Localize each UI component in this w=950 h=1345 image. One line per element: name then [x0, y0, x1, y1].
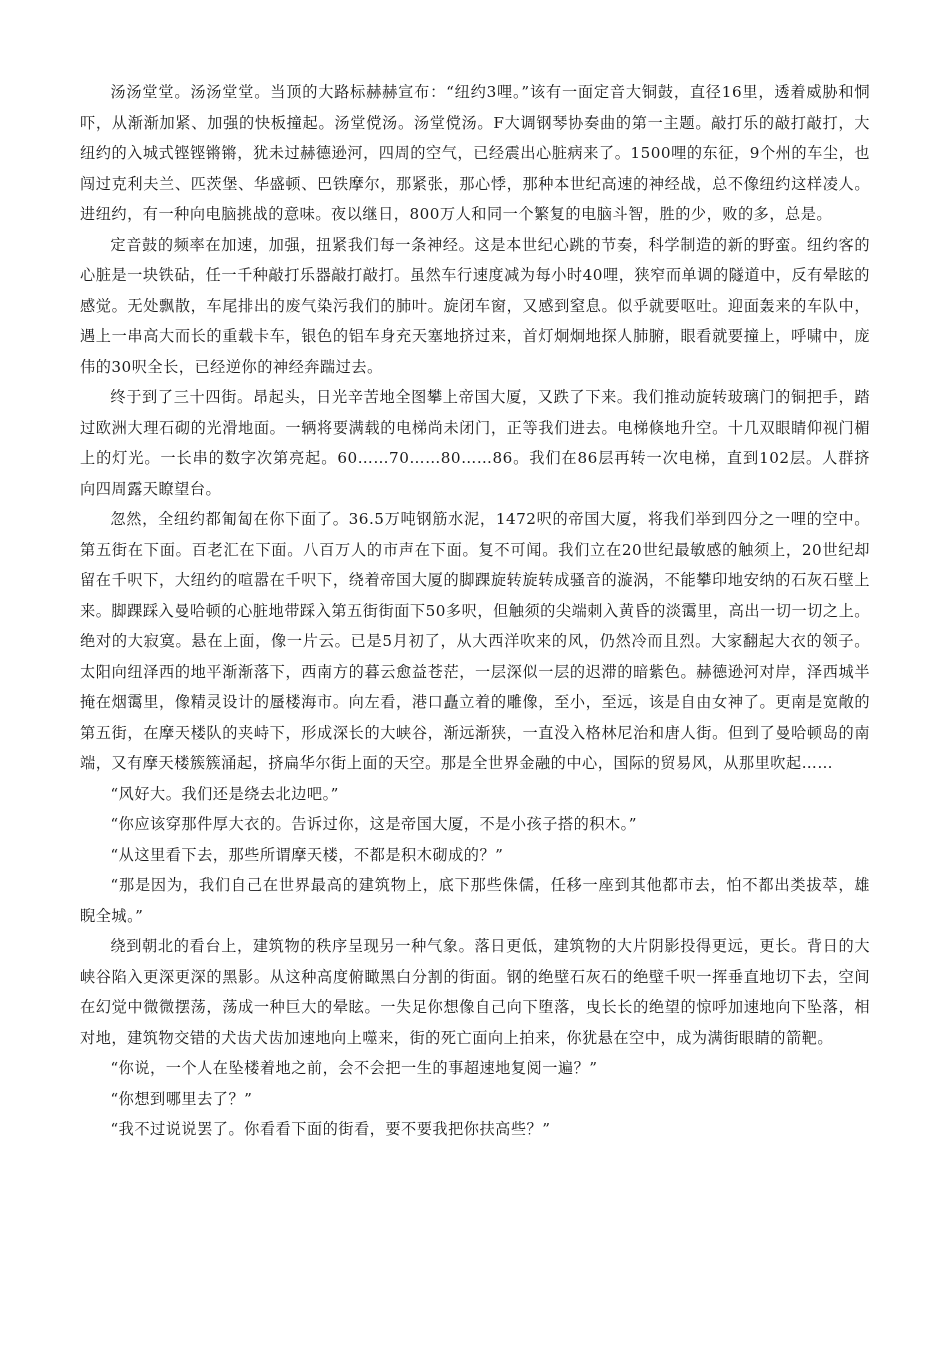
- paragraph-timpani-rhythm: 定音鼓的频率在加速，加强，扭紧我们每一条神经。这是本世纪心跳的节奏，科学制造的新的野蛮。纽约客的心脏是一块铁砧，任一千种敲打乐器敲打敲打。虽然车行速度减为每小时40哩，狭窄而单调的隧道中，反有晕眩的感觉。无处飘散，车尾排出的废气染污我们的肺叶。旋闭车窗，又感到窒息。似乎就要呕吐。迎面轰来的车队中，遇上一串高大而长的重载卡车，银色的铝车身充天塞地挤过来，首灯炯炯地探人肺腑，眼看就要撞上，呼啸中，庞伟的30呎全长，已经逆你的神经奔踹过去。: [80, 235, 870, 376]
- dialogue-line: “从这里看下去，那些所谓摩天楼，不都是积木砌成的？”: [110, 845, 504, 864]
- paragraph-north-deck: 绕到朝北的看台上，建筑物的秩序呈现另一种气象。落日更低，建筑物的大片阴影投得更远，更长。背日的大峡谷陷入更深更深的黑影。从这种高度俯瞰黑白分割的街面。钢的绝壁石灰石的绝壁千呎一挥垂直地切下去，空间在幻觉中微微摆荡，荡成一种巨大的晕眩。一失足你想像自己向下堕落，曳长长的绝望的惊呼加速地向下坠落，相对地，建筑物交错的犬齿犬齿加速地向上噬来，街的死亡面向上拍来，你犹悬在空中，成为满街眼睛的箭靶。: [80, 937, 870, 1047]
- dialogue-line: “那是因为，我们自己在世界最高的建筑物上，底下那些侏儒，任移一座到其他都市去，怕不都出类拔萃，雄睨全城。”: [80, 876, 870, 925]
- dialogue-line: “你应该穿那件厚大衣的。告诉过你，这是帝国大厦，不是小孩子搭的积木。”: [110, 815, 638, 833]
- dialogue-line: “你说，一个人在坠楼着地之前，会不会把一生的事超速地复阅一遍？”: [110, 1059, 598, 1077]
- dialogue-line: “你想到哪里去了？”: [110, 1089, 253, 1108]
- dialogue-line: “风好大。我们还是绕去北边吧。”: [110, 784, 339, 803]
- paragraph-new-york-arrival: 汤汤堂堂。汤汤堂堂。当顶的大路标赫赫宣布：“纽约3哩。”该有一面定音大铜鼓，直径16里，透着威胁和恫吓，从渐渐加紧、加强的快板撞起。汤堂傥汤。汤堂傥汤。F大调钢琴协奏曲的第一主题。敲打乐的敲打敲打，大纽约的入城式铿铿锵锵，犹未过赫德逊河，四周的空气，已经震出心脏病来了。1500哩的东征，9个州的车尘，也闯过克利夫兰、匹茨堡、华盛顿、巴铁摩尔，那紧张，那心悸，那种本世纪高速的神经战，总不像纽约这样凌人。进纽约，有一种向电脑挑战的意味。夜以继日，800万人和同一个繁复的电脑斗智，胜的少，败的多，总是。: [80, 83, 870, 223]
- paragraph-empire-state-elevator: 终于到了三十四街。昂起头，日光辛苦地全图攀上帝国大厦，又跌了下来。我们推动旋转玻璃门的铜把手，踏过欧洲大理石砌的光滑地面。一辆将要满载的电梯尚未闭门，正等我们进去。电梯倏地升空。十几双眼睛仰视门楣上的灯光。一长串的数字次第亮起。60……70……80……86。我们在86层再转一次电梯，直到102层。人群挤向四周露天瞭望台。: [80, 388, 870, 498]
- essay-body: [80, 77, 870, 1145]
- dialogue-line: “我不过说说罢了。你看看下面的街看，要不要我把你扶高些？”: [110, 1120, 551, 1138]
- paragraph-observation-deck: 忽然，全纽约都匍匐在你下面了。36.5万吨钢筋水泥，1472呎的帝国大厦，将我们举到四分之一哩的空中。第五街在下面。百老汇在下面。八百万人的市声在下面。复不可闻。我们立在20世纪最敏感的触须上，20世纪却留在千呎下，大纽约的喧嚣在千呎下，绕着帝国大厦的脚踝旋转旋转成骚音的漩涡，不能攀印地安纳的石灰石壁上来。脚踝踩入曼哈顿的心脏地带踩入第五街街面下50多呎，但触须的尖端刺入黄昏的淡霭里，高出一切一切之上。绝对的大寂寞。悬在上面，像一片云。已是5月初了，从大西洋吹来的风，仍然冷而且烈。大家翻起大衣的领子。太阳向纽泽西的地平渐渐落下，西南方的暮云愈益苍茫，一层深似一层的迟滞的暗紫色。赫德逊河对岸，泽西城半掩在烟霭里，像精灵设计的蜃楼海市。向左看，港口矗立着的雕像，至小，至远，该是自由女神了。更南是宽敞的第五街，在摩天楼队的夹峙下，形成深长的大峡谷，渐远渐狭，一直没入格林尼治和唐人街。但到了曼哈顿岛的南端，又有摩天楼簇簇涌起，挤扁华尔街上面的天空。那是全世界金融的中心，国际的贸易风，从那里吹起……: [80, 510, 870, 772]
